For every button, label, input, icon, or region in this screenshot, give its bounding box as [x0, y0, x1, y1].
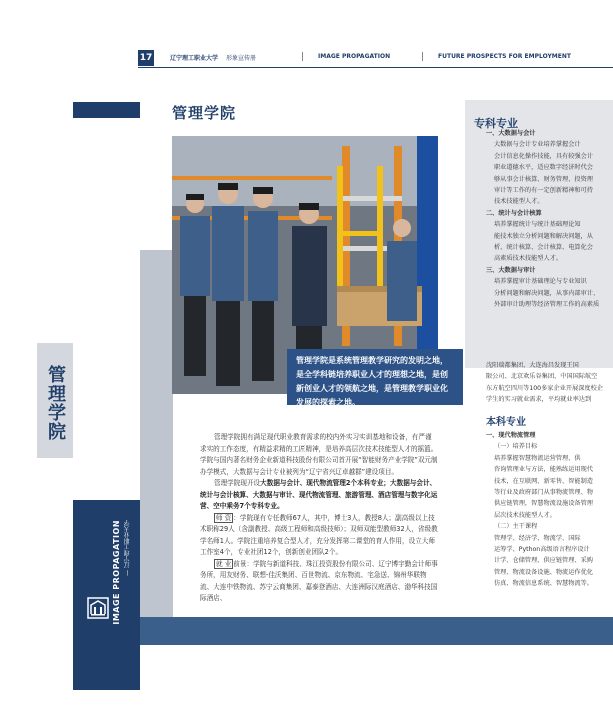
text-line: 够从事会计核算、财务管理、投资理 — [494, 175, 593, 183]
text-line: 外部审计助理等经济管理工作的高素质 — [494, 301, 600, 309]
text-line: 计学、仓储管理、供应链管理、采购 — [494, 557, 593, 565]
body-paragraph-1: 管理学院拥有满足现代职业教育需求的校内外实习实训基地和设备，有严谨求实的工作态度，有精益求精的工匠精神，是培养高层次技术技能型人才的摇篮。学院与国内著名财务企业新道科技股份有限公司首开展“智能财务产业学院”双元制办学模式，大数据与会计专业被列为“辽宁省兴辽卓越群”建设项目。 — [200, 433, 438, 476]
text-line: 限公司、北京欢乐谷集团、中国国际航空 — [486, 373, 598, 381]
text-line: 审计等工作的有一定创新精神和可持 — [494, 187, 593, 195]
employment-continued — [486, 360, 613, 406]
faculty-paragraph — [200, 513, 438, 559]
text-line: 等行业及政府部门从事物流管理、物 — [494, 489, 593, 497]
text-line: 管理学、经济学、物流学、国际 — [494, 534, 581, 542]
header-section-en: IMAGE PROPAGATION — [318, 53, 391, 60]
text-line: 会计信息化操作技能，具有较强会计 — [494, 152, 593, 160]
bachelor-programs-list — [486, 430, 613, 590]
text-line: 层次技术技能型人才。 — [494, 511, 556, 519]
body-text — [200, 432, 438, 605]
header-brochure-label: 形象宣传册 — [226, 55, 257, 62]
text-line: 三、大数据与审计 — [486, 266, 536, 274]
text-line: 管理、物流设备设施、物流运作优化 — [494, 568, 593, 576]
header-separator — [302, 52, 303, 61]
image-propagation-vertical: IMAGE PROPAGATION — [112, 520, 121, 625]
text-line: （一）培养目标 — [494, 443, 538, 451]
text-line: 培养掌握智慧物流运营管理、供 — [494, 454, 581, 462]
text-line: 学生的实习就业需求，平均就业率达到 — [486, 396, 592, 404]
bottom-blue-band — [140, 617, 613, 645]
body-paragraph-2-bold: 大数据与会计、现代物流管理2个本科专业；大数据与会计、统计与会计核算、大数据与审计、现代物流管理、旅游管理、酒店管理与数字化运营、空中乘务7个专科专业。 — [200, 479, 438, 510]
text-line: 咨询管理业与方法，能熟练运用现代 — [494, 466, 593, 474]
text-line: 一、现代物流管理 — [486, 432, 536, 439]
text-line: 职业道德水平，适应数字经济时代会 — [494, 164, 593, 172]
text-line: 大数据与会计专业培养掌握会计 — [494, 141, 581, 149]
header-school-name: 辽宁理工职业大学 — [170, 55, 219, 62]
school-logo-icon — [87, 597, 109, 619]
text-line: 培养掌握审计基础理论与专业知识 — [494, 278, 587, 286]
body-paragraph-2 — [200, 478, 438, 513]
text-line: 一、大数据与会计 — [486, 130, 536, 137]
faculty-text: ：学院现有专任教师67人，其中，博士3人，教授8人；副高级以上技术职称29人（含副教授、高级工程师和高级技师）；双师双能型教师32人，省级教学名师1人。学院注重培养复合型人才，充分发挥第二课堂的育人作用，设立大师工作室4个，专业社团12个，创新创业团队2个。 — [200, 513, 438, 556]
header-rule — [138, 67, 613, 68]
header-separator — [422, 52, 423, 61]
text-line: 析、统计核算、会计核算、电算化会 — [494, 244, 593, 252]
text-line: 技术技能型人才。 — [494, 198, 544, 206]
text-line: 技术，在互联网、新零售、智能制造 — [494, 477, 593, 485]
employment-label: 就 业 — [216, 559, 232, 568]
associate-programs-list — [486, 128, 613, 311]
text-line: 分析问题和解决问题，从事内部审计、 — [494, 289, 600, 297]
text-line: 沈阳瑞都集团、大连海昌发现王国 — [486, 362, 579, 369]
text-line: 能技术独立分析问题和解决问题，从 — [494, 232, 593, 240]
sidebar-vertical-text — [110, 520, 136, 650]
side-tab — [37, 343, 73, 458]
text-line: 运筹学、Python高级语言程序设计 — [494, 546, 590, 554]
header-right-en: FUTURE PROSPECTS FOR EMPLOYMENT — [438, 53, 571, 60]
page-title: 管理学院 — [172, 104, 237, 122]
navy-accent-block — [73, 102, 140, 118]
text-line: （二）主干课程 — [494, 523, 538, 531]
associate-programs-heading: 专科专业 — [474, 117, 518, 130]
employment-paragraph — [200, 559, 438, 605]
text-line: 仿真、物流信息系统、智慧物流等。 — [494, 580, 593, 588]
text-line: 供应链管理，智慧物流设施设备管理 — [494, 500, 593, 508]
text-line: 培养掌握统计与统计基础理论知 — [494, 221, 581, 229]
text-line: 东方航空四川等100多家企业开展深度校企 — [486, 384, 603, 392]
body-paragraph-2-normal: 管理学院现开设 — [214, 479, 261, 487]
employment-text: 前景：学院与新道科技、珠江投资股份有限公司、辽宁博宇勤会计师事务所，用友财务、联想-佳沃集团、百世物流、京东物流、宅急送、锦州华联物流、大连中铁物流、苏宁云商集团、嘉泰登酒店、大连洲际汉庭酒店、渤华科技国际酒店、 — [200, 559, 438, 602]
bachelor-programs-heading: 本科专业 — [486, 417, 526, 428]
text-line: 二、统计与会计核算 — [486, 209, 542, 217]
text-line: 高素质技术技能型人才。 — [494, 255, 563, 263]
side-tab-title: 管理学院 — [45, 365, 66, 441]
gray-accent-block — [140, 250, 173, 622]
school-name-vertical: — 辽宁理工职业大学 — [124, 520, 131, 576]
faculty-label: 师 资 — [216, 513, 232, 522]
photo-caption: 管理学院是系统管理教学研究的发明之地，是全学科链培养职业人才的理想之地，是创新创业人才的领航之地，是管理教学职业化发展的探索之地。 — [287, 349, 463, 405]
page-number: 17 — [138, 50, 154, 66]
